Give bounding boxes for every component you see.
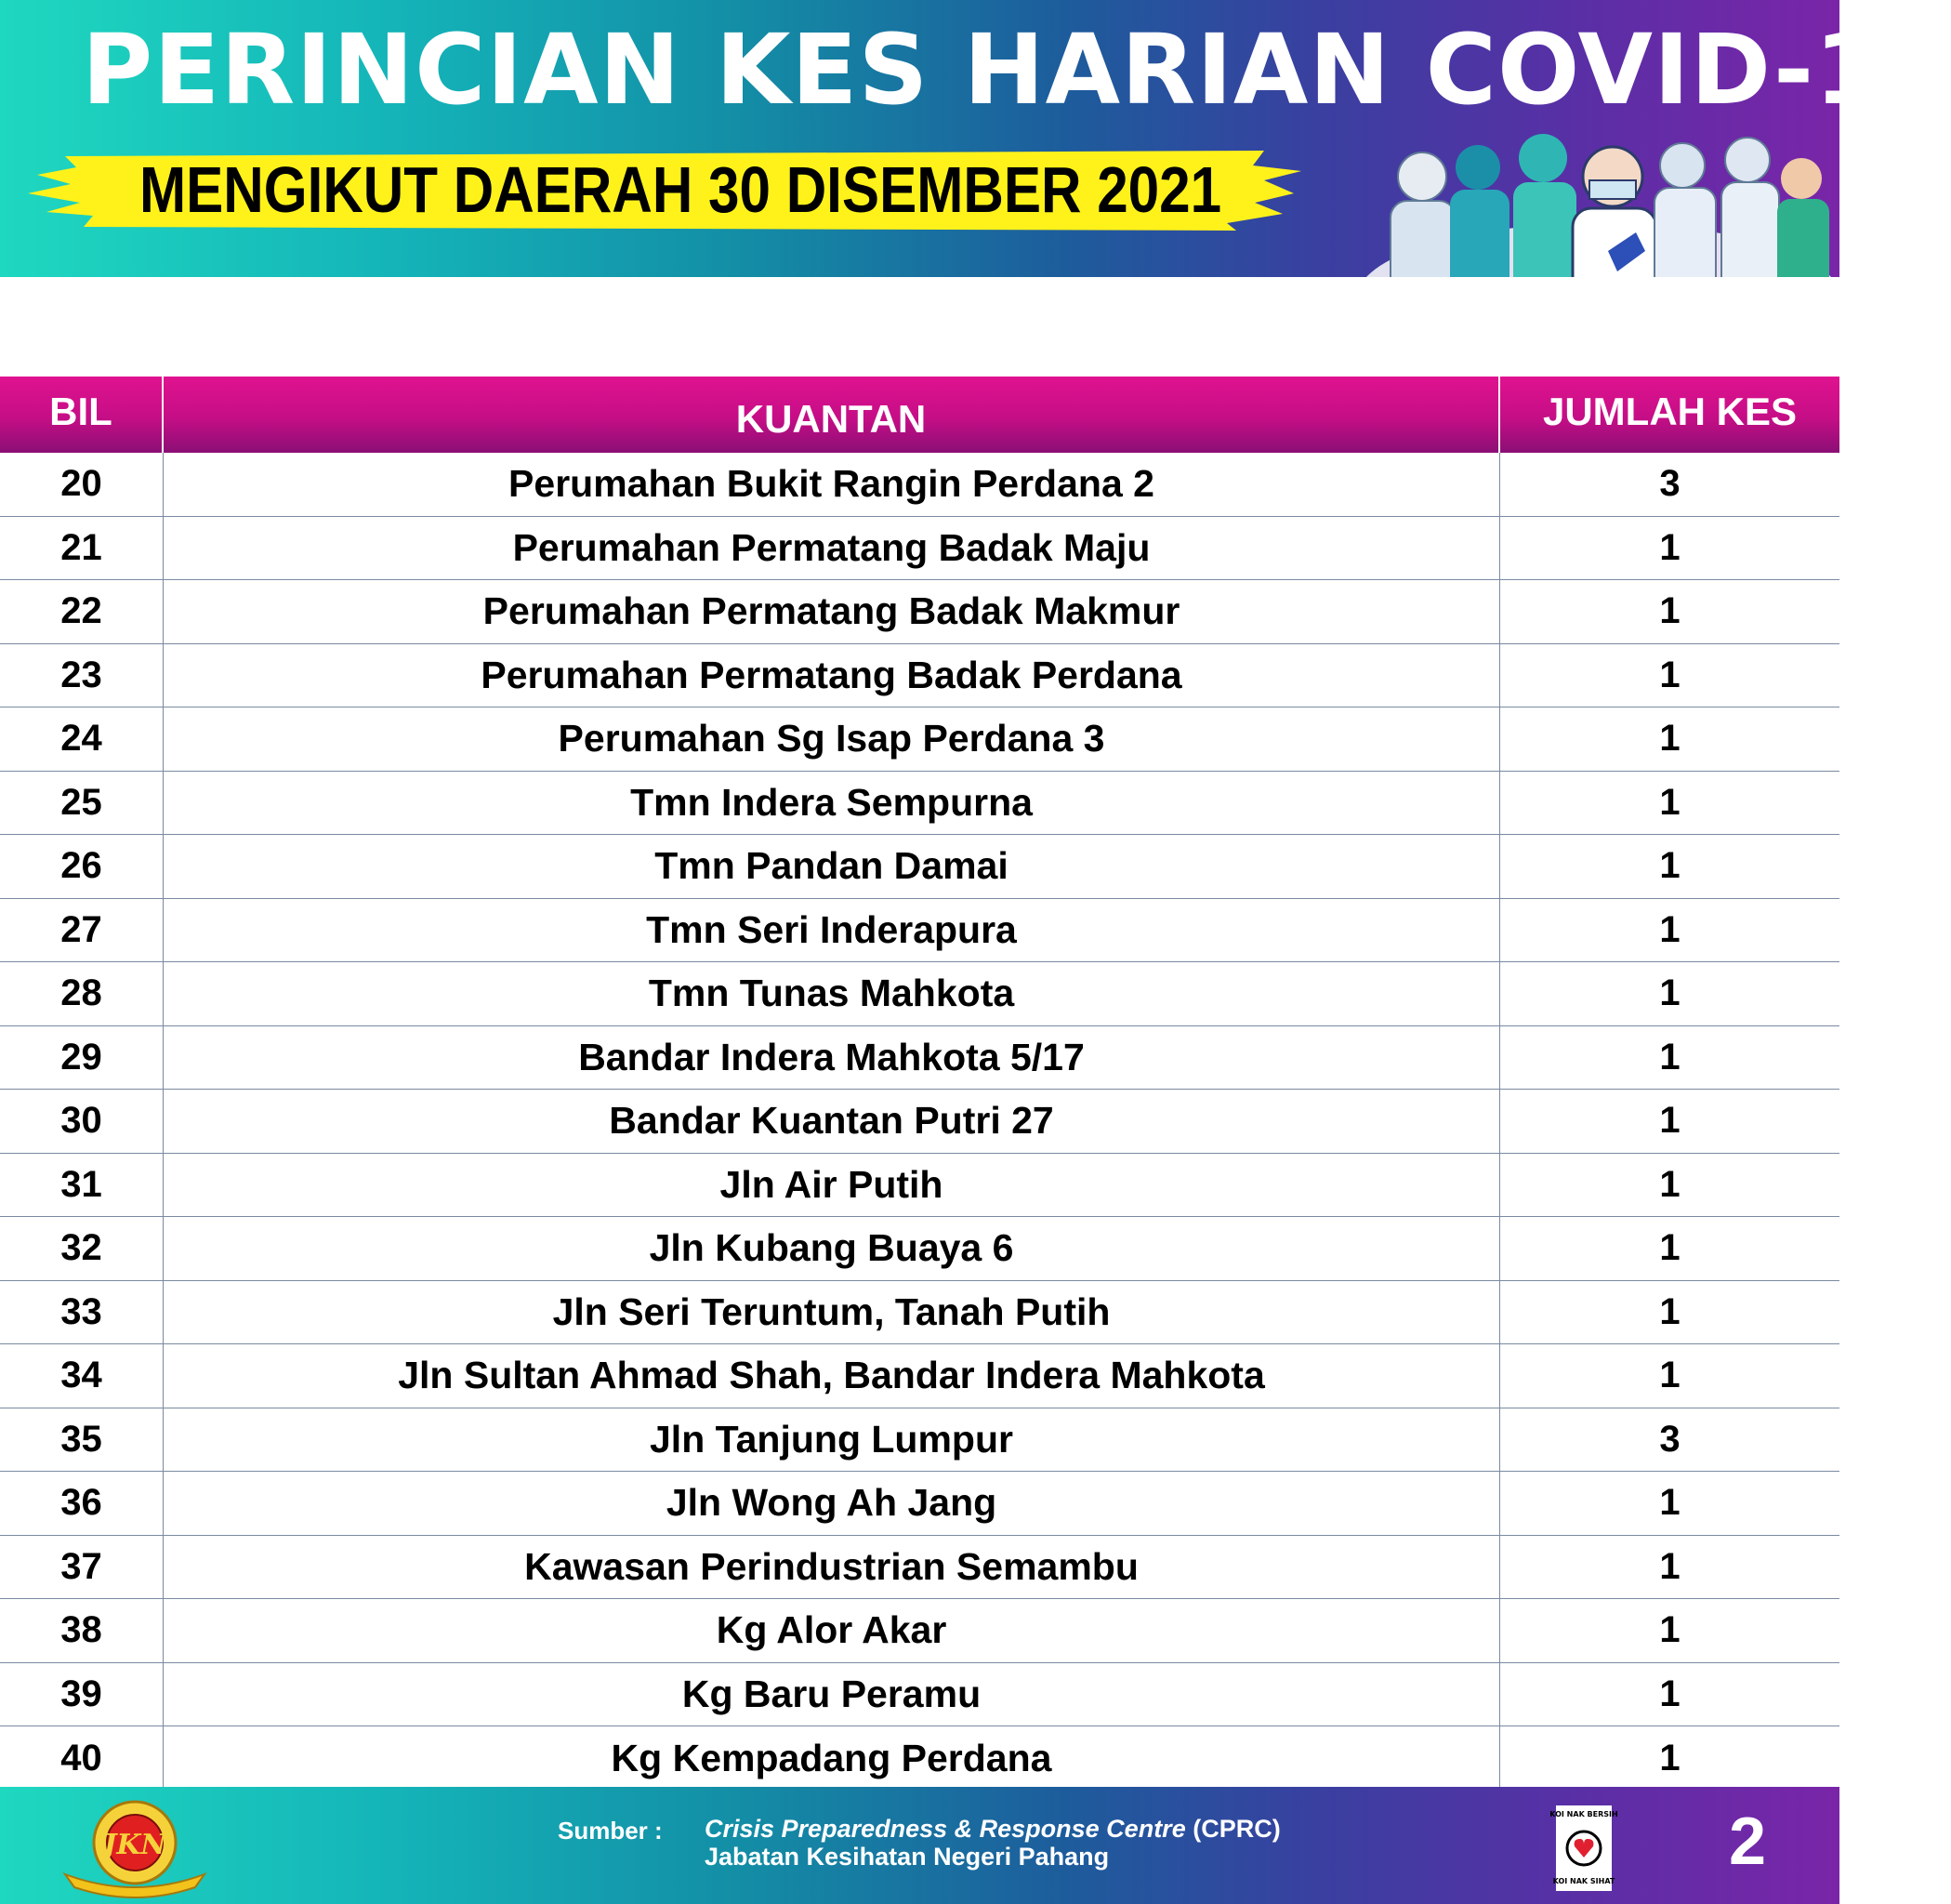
column-header-count: JUMLAH KES: [1542, 390, 1798, 433]
banner-spacer: [0, 277, 1839, 379]
cell-bil: 20: [0, 453, 164, 516]
cell-count: 1: [1659, 1545, 1681, 1587]
cell-location: Perumahan Bukit Rangin Perdana 2: [164, 453, 1500, 516]
table-row: [0, 772, 1839, 836]
cell-location: Jln Air Putih: [164, 1154, 1500, 1217]
cell-count: 1: [1659, 845, 1681, 887]
table-row: [0, 517, 1839, 581]
cell-bil: 26: [0, 835, 164, 898]
cell-location: Jln Tanjung Lumpur: [164, 1408, 1500, 1472]
cell-bil: 38: [0, 1599, 164, 1662]
cell-count: 1: [1659, 718, 1681, 760]
koi-nak-sihat-logo: [1549, 1805, 1618, 1891]
table-row: [0, 1281, 1839, 1345]
cell-count: 1: [1659, 1163, 1681, 1205]
cell-count: 3: [1659, 463, 1681, 505]
cell-location: Jln Wong Ah Jang: [164, 1472, 1500, 1535]
cell-count: 1: [1659, 972, 1681, 1014]
cell-bil: 28: [0, 962, 164, 1025]
cell-location: Perumahan Permatang Badak Maju: [164, 517, 1500, 580]
cases-table: [0, 377, 1839, 1791]
svg-text:KOI NAK SIHAT: KOI NAK SIHAT: [1552, 1877, 1615, 1885]
table-header: [0, 377, 1839, 453]
source-org-name: Crisis Preparedness & Response Centre: [705, 1815, 1186, 1843]
cell-location: Bandar Kuantan Putri 27: [164, 1090, 1500, 1153]
svg-text:JKN: JKN: [103, 1829, 166, 1861]
cell-count: 1: [1659, 654, 1681, 695]
cell-location: Tmn Seri Inderapura: [164, 899, 1500, 962]
table-row: [0, 453, 1839, 517]
cell-location: Jln Kubang Buaya 6: [164, 1217, 1500, 1280]
source-department: Jabatan Kesihatan Negeri Pahang: [705, 1843, 1110, 1871]
cell-location: Kawasan Perindustrian Semambu: [164, 1536, 1500, 1599]
cell-location: Kg Alor Akar: [164, 1599, 1500, 1662]
cell-bil: 22: [0, 580, 164, 643]
cell-bil: 31: [0, 1154, 164, 1217]
cell-count: 1: [1659, 781, 1681, 823]
table-row: [0, 899, 1839, 963]
cell-bil: 27: [0, 899, 164, 962]
table-row: [0, 1090, 1839, 1154]
cell-bil: 32: [0, 1217, 164, 1280]
cell-bil: 40: [0, 1726, 164, 1791]
cell-count: 1: [1659, 1355, 1681, 1396]
table-row: [0, 1154, 1839, 1218]
cell-bil: 36: [0, 1472, 164, 1535]
table-body: [0, 453, 1839, 1791]
table-row: [0, 1726, 1839, 1791]
page-number: 2: [1729, 1805, 1767, 1879]
table-row: [0, 1663, 1839, 1727]
table-row: [0, 644, 1839, 708]
cell-bil: 37: [0, 1536, 164, 1599]
column-header-bil: BIL: [0, 377, 164, 453]
cell-location: Kg Kempadang Perdana: [164, 1726, 1500, 1791]
cell-location: Jln Seri Teruntum, Tanah Putih: [164, 1281, 1500, 1344]
cell-count: 3: [1659, 1418, 1681, 1460]
page-subtitle: MENGIKUT DAERAH 30 DISEMBER 2021: [139, 153, 1222, 226]
cell-bil: 35: [0, 1408, 164, 1472]
cell-location: Bandar Indera Mahkota 5/17: [164, 1026, 1500, 1090]
svg-text:KOI NAK BERSIH: KOI NAK BERSIH: [1549, 1810, 1618, 1818]
footer-bar: [0, 1787, 1839, 1904]
cell-bil: 21: [0, 517, 164, 580]
jkn-logo: [56, 1798, 214, 1896]
cell-bil: 33: [0, 1281, 164, 1344]
cell-bil: 30: [0, 1090, 164, 1153]
cell-location: Kg Baru Peramu: [164, 1663, 1500, 1726]
table-row: [0, 1026, 1839, 1091]
cell-location: Jln Sultan Ahmad Shah, Bandar Indera Mahkota: [164, 1344, 1500, 1408]
table-row: [0, 1408, 1839, 1473]
cell-bil: 29: [0, 1026, 164, 1090]
table-row: [0, 835, 1839, 899]
table-row: [0, 1472, 1839, 1536]
table-row: [0, 1217, 1839, 1281]
header-banner: [0, 0, 1951, 277]
cell-count: 1: [1659, 1100, 1681, 1142]
cell-bil: 25: [0, 772, 164, 835]
cell-location: Perumahan Sg Isap Perdana 3: [164, 707, 1500, 771]
table-row: [0, 707, 1839, 772]
table-row: [0, 1344, 1839, 1408]
table-row: [0, 1599, 1839, 1663]
cell-count: 1: [1659, 1673, 1681, 1714]
cell-bil: 34: [0, 1344, 164, 1408]
cell-location: Tmn Tunas Mahkota: [164, 962, 1500, 1025]
source-org-abbr: (CPRC): [1193, 1815, 1281, 1843]
table-row: [0, 1536, 1839, 1600]
cell-count: 1: [1659, 1290, 1681, 1332]
column-header-location: KUANTAN: [164, 377, 1500, 453]
cell-location: Perumahan Permatang Badak Perdana: [164, 644, 1500, 707]
table-row: [0, 580, 1839, 644]
cell-count: 1: [1659, 1036, 1681, 1078]
cell-count: 1: [1659, 590, 1681, 632]
cell-bil: 24: [0, 707, 164, 771]
cell-count: 1: [1659, 908, 1681, 950]
cell-count: 1: [1659, 1227, 1681, 1269]
page-title: PERINCIAN KES HARIAN COVID-19: [82, 13, 1951, 126]
source-label: Sumber :: [558, 1817, 663, 1844]
cell-count: 1: [1659, 1737, 1681, 1778]
cell-location: Tmn Indera Sempurna: [164, 772, 1500, 835]
cell-count: 1: [1659, 1609, 1681, 1651]
cell-count: 1: [1659, 1482, 1681, 1524]
cell-bil: 39: [0, 1663, 164, 1726]
cell-location: Tmn Pandan Damai: [164, 835, 1500, 898]
table-row: [0, 962, 1839, 1026]
cell-location: Perumahan Permatang Badak Makmur: [164, 580, 1500, 643]
cell-count: 1: [1659, 526, 1681, 568]
cell-bil: 23: [0, 644, 164, 707]
source-organization: [705, 1815, 1281, 1844]
